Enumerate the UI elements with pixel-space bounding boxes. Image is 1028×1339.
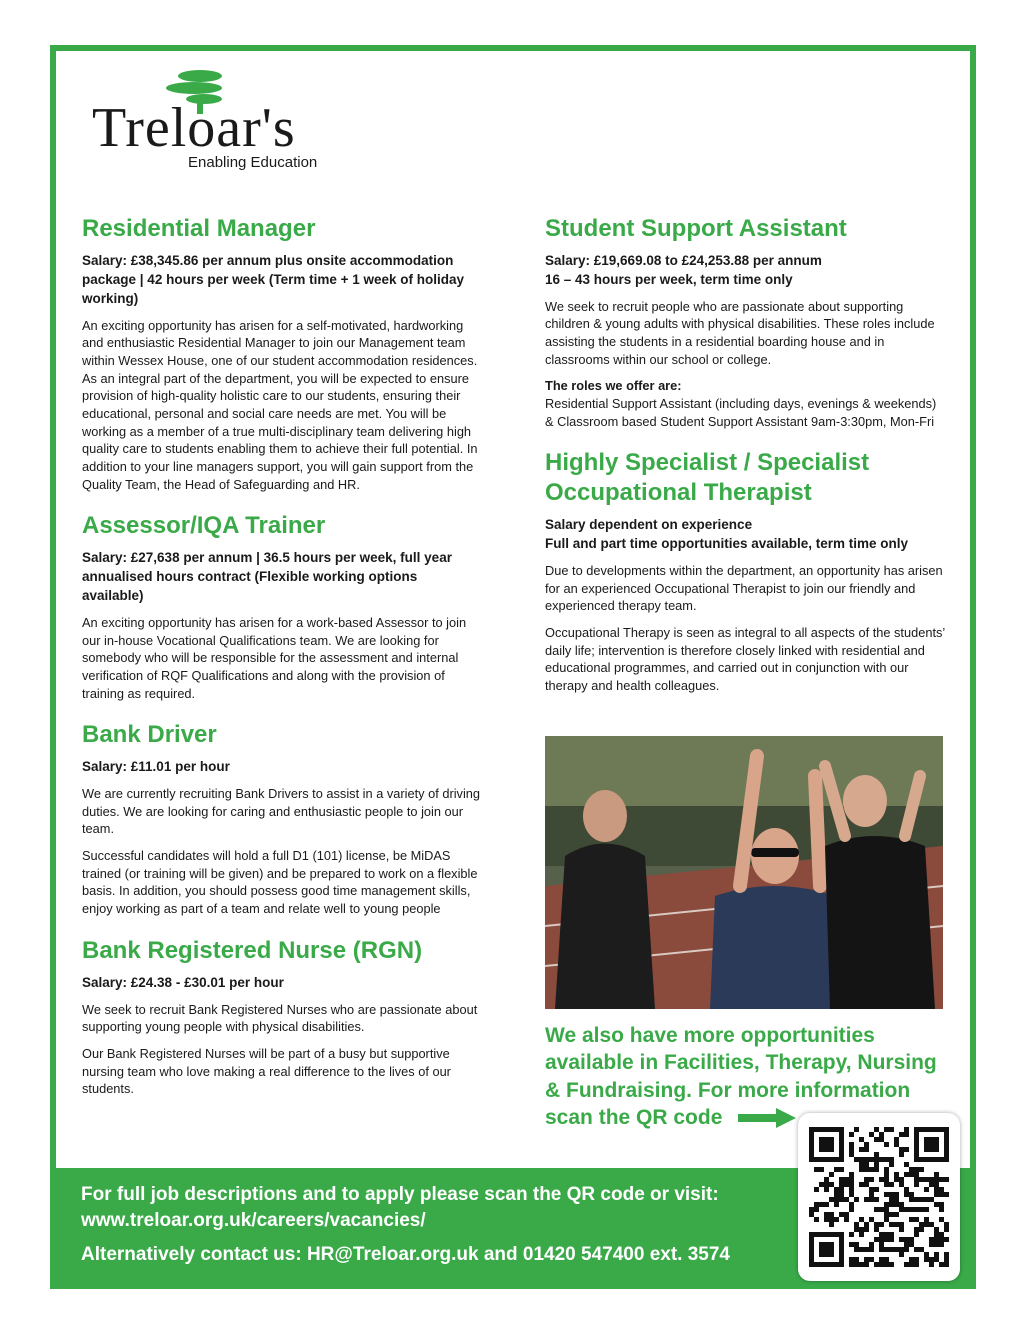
job-listing xyxy=(545,448,945,694)
job-description: We are currently recruiting Bank Drivers to assist in a variety of driving duties. We are looking for caring and enthusiastic people to join our team. xyxy=(82,786,481,837)
logo-wordmark: Treloar's xyxy=(92,97,296,159)
job-salary xyxy=(545,252,945,290)
footer-line-1: For full job descriptions and to apply please scan the QR code or visit: xyxy=(81,1184,719,1205)
job-description: An exciting opportunity has arisen for a self-motivated, hardworking and enthusiastic Residential Manager to join our Management team within Wessex House, one of our student accommodation residences. As an integral part of the department, you will be expected to ensure provision of high-quality holistic care to our students, ensuring their educational, personal and social care needs are met. You will be working as a member of a true multi-disciplinary team delivering high quality care to students enabling them to achieve their full potential. In addition to your line managers support, you will gain support from the Quality Team, the Head of Safeguarding and HR. xyxy=(82,317,478,492)
roles-heading: The roles we offer are: xyxy=(545,378,682,394)
job-listing xyxy=(545,214,945,430)
job-salary xyxy=(82,549,482,606)
job-salary xyxy=(82,758,482,777)
right-column xyxy=(545,214,945,713)
roles-list: Residential Support Assistant (including days, evenings & weekends) & Classroom based Student Support Assistant 9am-3:30pm, Mon-Fri xyxy=(545,396,937,429)
left-column xyxy=(82,214,482,1116)
footer-contact: Alternatively contact us: HR@Treloar.org.uk and 01420 547400 ext. 3574 xyxy=(81,1244,730,1265)
job-listing xyxy=(82,720,482,917)
salary-line: Full and part time opportunities available, term time only xyxy=(545,536,909,552)
more-opportunities-label: We also have more opportunities available in Facilities, Therapy, Nursing & Fundraising. For more information scan the QR code xyxy=(545,1024,937,1129)
job-title: Bank Registered Nurse (RGN) xyxy=(82,936,423,964)
qr-code-icon xyxy=(809,1127,949,1267)
job-description: Occupational Therapy is seen as integral to all aspects of the students’ daily life; intervention is therefore closely linked with residential and educational programmes, and carried out in conjunction with our therapy and health colleagues. xyxy=(545,625,945,694)
salary-line: Salary: £38,345.86 per annum plus onsite accommodation package | 42 hours per week (Term time + 1 week of holiday working) xyxy=(82,253,465,306)
salary-line: 16 – 43 hours per week, term time only xyxy=(545,271,793,287)
job-title: Bank Driver xyxy=(82,721,217,749)
job-listing xyxy=(82,936,482,1098)
job-salary xyxy=(545,516,945,554)
job-title: Assessor/IQA Trainer xyxy=(82,512,326,540)
job-title: Residential Manager xyxy=(82,215,316,242)
logo-tagline: Enabling Education xyxy=(188,154,318,171)
qr-code[interactable] xyxy=(798,1113,960,1281)
footer-apply-text xyxy=(81,1182,781,1233)
job-salary xyxy=(82,974,482,993)
job-title: Student Support Assistant xyxy=(545,215,847,242)
arrow-right-icon xyxy=(738,1108,796,1128)
salary-line: Salary dependent on experience xyxy=(545,517,753,533)
salary-line: Salary: £27,638 per annum | 36.5 hours per week, full year annualised hours contract (Flexible working options available) xyxy=(82,550,452,604)
job-listing xyxy=(82,214,482,493)
salary-line: Salary: £24.38 - £30.01 per hour xyxy=(82,974,284,990)
job-description: Due to developments within the department, an opportunity has arisen for an experienced Occupational Therapist to join our friendly and experienced therapy team. xyxy=(545,563,943,614)
treloars-logo xyxy=(92,72,332,177)
job-title: Highly Specialist / Specialist Occupational Therapist xyxy=(545,449,870,507)
job-description: We seek to recruit Bank Registered Nurses who are passionate about supporting young people with physical disabilities. xyxy=(82,1001,478,1035)
job-description: An exciting opportunity has arisen for a work-based Assessor to join our in-house Vocational Qualifications team. We are looking for somebody who will be responsible for the assessment and internal verification of RQF Qualifications and along with the provision of training as required. xyxy=(82,614,467,701)
job-description: Our Bank Registered Nurses will be part of a busy but supportive nursing team who love making a real difference to the lives of our students. xyxy=(82,1045,451,1097)
job-listing xyxy=(82,511,482,702)
vacancies-link[interactable]: www.treloar.org.uk/careers/vacancies/ xyxy=(81,1209,426,1231)
job-description: Successful candidates will hold a full D1 (101) license, be MiDAS trained (or training will be given) and be prepared to work on a flexible basis. In addition, you should possess good time management skills, enjoy working as part of a team and relate well to young people xyxy=(82,848,478,917)
salary-line: Salary: £11.01 per hour xyxy=(82,759,230,775)
job-description: We seek to recruit people who are passionate about supporting children & young adults with physical disabilities. These roles include assisting the students in a residential boarding house and in classrooms within our school or college. xyxy=(545,298,935,367)
students-celebrating-photo xyxy=(545,736,943,1009)
job-salary xyxy=(82,252,482,309)
salary-line: Salary: £19,669.08 to £24,253.88 per annum xyxy=(545,253,822,268)
